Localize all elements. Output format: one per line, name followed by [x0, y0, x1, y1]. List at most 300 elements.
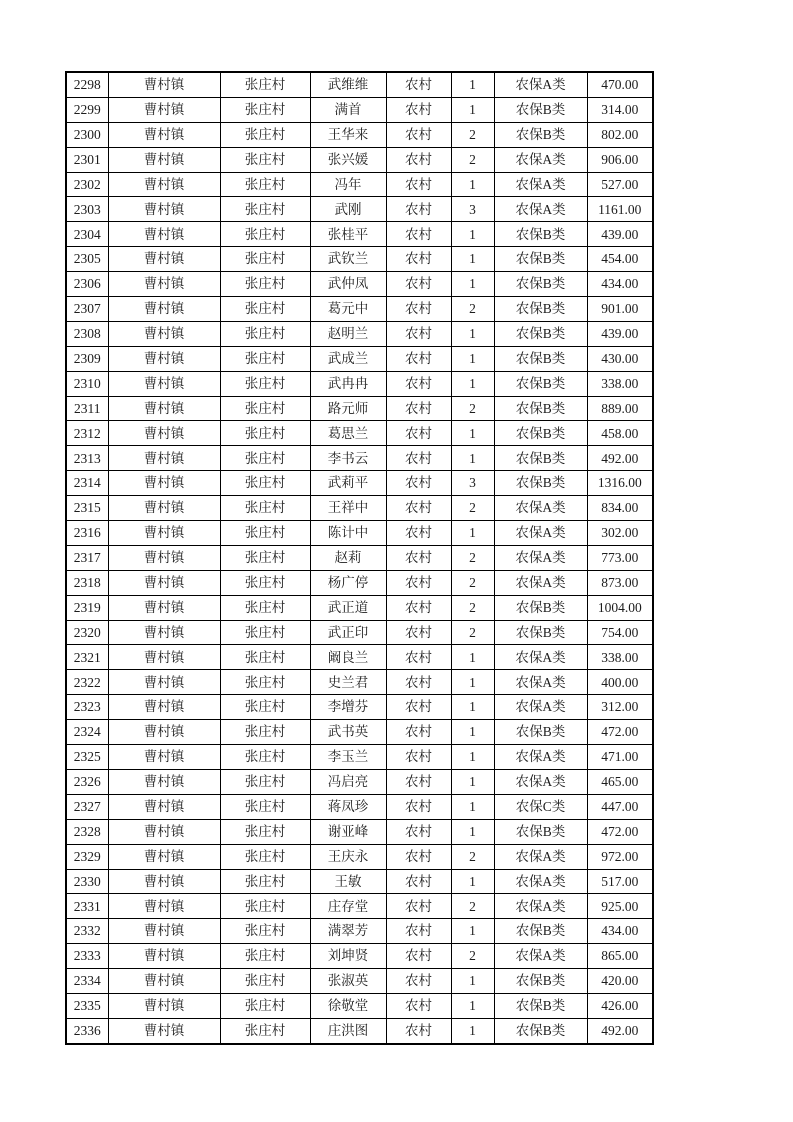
cell-insurance-category: 农保B类: [494, 371, 587, 396]
cell-insurance-category: 农保A类: [494, 869, 587, 894]
cell-person-count: 2: [451, 894, 494, 919]
cell-person-name: 葛元中: [310, 297, 386, 322]
table-row: [66, 695, 653, 720]
cell-amount: 338.00: [587, 371, 653, 396]
cell-person-count: 1: [451, 321, 494, 346]
cell-person-name: 路元师: [310, 396, 386, 421]
cell-town: 曹村镇: [108, 919, 220, 944]
cell-insurance-category: 农保B类: [494, 122, 587, 147]
cell-person-count: 1: [451, 745, 494, 770]
cell-amount: 1316.00: [587, 471, 653, 496]
cell-village: 张庄村: [220, 745, 310, 770]
cell-town: 曹村镇: [108, 894, 220, 919]
table-row: [66, 446, 653, 471]
cell-person-name: 满翠芳: [310, 919, 386, 944]
cell-amount: 865.00: [587, 944, 653, 969]
cell-village: 张庄村: [220, 545, 310, 570]
table-row: [66, 720, 653, 745]
cell-residence-type: 农村: [386, 869, 451, 894]
cell-town: 曹村镇: [108, 421, 220, 446]
cell-residence-type: 农村: [386, 222, 451, 247]
cell-village: 张庄村: [220, 446, 310, 471]
cell-person-count: 2: [451, 297, 494, 322]
cell-town: 曹村镇: [108, 645, 220, 670]
cell-residence-type: 农村: [386, 745, 451, 770]
cell-person-count: 1: [451, 695, 494, 720]
cell-person-name: 李增芬: [310, 695, 386, 720]
cell-amount: 447.00: [587, 794, 653, 819]
cell-residence-type: 农村: [386, 993, 451, 1018]
cell-serial-number: 2322: [66, 670, 108, 695]
cell-insurance-category: 农保B类: [494, 993, 587, 1018]
cell-person-name: 武冉冉: [310, 371, 386, 396]
cell-insurance-category: 农保C类: [494, 794, 587, 819]
table-row: [66, 346, 653, 371]
cell-village: 张庄村: [220, 421, 310, 446]
cell-serial-number: 2317: [66, 545, 108, 570]
cell-village: 张庄村: [220, 496, 310, 521]
cell-residence-type: 农村: [386, 396, 451, 421]
table-row: [66, 819, 653, 844]
cell-serial-number: 2301: [66, 147, 108, 172]
cell-village: 张庄村: [220, 396, 310, 421]
cell-town: 曹村镇: [108, 620, 220, 645]
cell-person-count: 1: [451, 720, 494, 745]
table-row: [66, 595, 653, 620]
cell-village: 张庄村: [220, 321, 310, 346]
cell-town: 曹村镇: [108, 570, 220, 595]
cell-town: 曹村镇: [108, 844, 220, 869]
cell-town: 曹村镇: [108, 545, 220, 570]
cell-person-count: 2: [451, 147, 494, 172]
cell-village: 张庄村: [220, 471, 310, 496]
cell-insurance-category: 农保B类: [494, 346, 587, 371]
cell-village: 张庄村: [220, 297, 310, 322]
cell-town: 曹村镇: [108, 147, 220, 172]
cell-residence-type: 农村: [386, 944, 451, 969]
cell-amount: 925.00: [587, 894, 653, 919]
cell-insurance-category: 农保B类: [494, 595, 587, 620]
cell-person-count: 1: [451, 645, 494, 670]
cell-person-count: 1: [451, 222, 494, 247]
cell-residence-type: 农村: [386, 371, 451, 396]
cell-serial-number: 2314: [66, 471, 108, 496]
table-row: [66, 371, 653, 396]
table-row: [66, 993, 653, 1018]
cell-person-count: 1: [451, 1018, 494, 1043]
cell-residence-type: 农村: [386, 297, 451, 322]
cell-town: 曹村镇: [108, 396, 220, 421]
cell-insurance-category: 农保B类: [494, 272, 587, 297]
cell-village: 张庄村: [220, 272, 310, 297]
cell-insurance-category: 农保A类: [494, 172, 587, 197]
cell-person-name: 庄洪图: [310, 1018, 386, 1043]
cell-person-count: 1: [451, 819, 494, 844]
cell-town: 曹村镇: [108, 197, 220, 222]
cell-serial-number: 2315: [66, 496, 108, 521]
cell-serial-number: 2324: [66, 720, 108, 745]
cell-amount: 873.00: [587, 570, 653, 595]
cell-person-count: 1: [451, 521, 494, 546]
cell-amount: 454.00: [587, 247, 653, 272]
cell-insurance-category: 农保A类: [494, 695, 587, 720]
cell-insurance-category: 农保A类: [494, 894, 587, 919]
cell-residence-type: 农村: [386, 620, 451, 645]
cell-person-count: 1: [451, 794, 494, 819]
cell-insurance-category: 农保A类: [494, 670, 587, 695]
cell-amount: 527.00: [587, 172, 653, 197]
table-row: [66, 471, 653, 496]
cell-residence-type: 农村: [386, 720, 451, 745]
cell-town: 曹村镇: [108, 222, 220, 247]
cell-amount: 314.00: [587, 97, 653, 122]
table-row: [66, 869, 653, 894]
cell-town: 曹村镇: [108, 346, 220, 371]
cell-person-count: 2: [451, 496, 494, 521]
cell-person-count: 1: [451, 97, 494, 122]
cell-person-name: 武莉平: [310, 471, 386, 496]
cell-insurance-category: 农保A类: [494, 844, 587, 869]
cell-person-count: 2: [451, 122, 494, 147]
cell-town: 曹村镇: [108, 993, 220, 1018]
cell-serial-number: 2328: [66, 819, 108, 844]
table-row: [66, 122, 653, 147]
cell-person-count: 1: [451, 993, 494, 1018]
cell-person-name: 王庆永: [310, 844, 386, 869]
cell-person-count: 2: [451, 396, 494, 421]
cell-village: 张庄村: [220, 695, 310, 720]
cell-person-count: 1: [451, 869, 494, 894]
cell-residence-type: 农村: [386, 645, 451, 670]
cell-amount: 338.00: [587, 645, 653, 670]
cell-insurance-category: 农保A类: [494, 545, 587, 570]
cell-village: 张庄村: [220, 720, 310, 745]
cell-person-name: 庄存堂: [310, 894, 386, 919]
cell-town: 曹村镇: [108, 1018, 220, 1043]
cell-village: 张庄村: [220, 197, 310, 222]
cell-town: 曹村镇: [108, 819, 220, 844]
cell-insurance-category: 农保B类: [494, 97, 587, 122]
cell-town: 曹村镇: [108, 97, 220, 122]
cell-serial-number: 2327: [66, 794, 108, 819]
table-row: [66, 794, 653, 819]
cell-amount: 302.00: [587, 521, 653, 546]
table-row: [66, 894, 653, 919]
table-row: [66, 545, 653, 570]
cell-serial-number: 2300: [66, 122, 108, 147]
cell-amount: 834.00: [587, 496, 653, 521]
cell-person-name: 武钦兰: [310, 247, 386, 272]
cell-amount: 434.00: [587, 919, 653, 944]
cell-village: 张庄村: [220, 944, 310, 969]
cell-serial-number: 2298: [66, 72, 108, 97]
cell-insurance-category: 农保A类: [494, 570, 587, 595]
cell-residence-type: 农村: [386, 346, 451, 371]
cell-village: 张庄村: [220, 371, 310, 396]
cell-town: 曹村镇: [108, 769, 220, 794]
cell-insurance-category: 农保B类: [494, 1018, 587, 1043]
cell-village: 张庄村: [220, 1018, 310, 1043]
table-row: [66, 670, 653, 695]
cell-serial-number: 2311: [66, 396, 108, 421]
cell-insurance-category: 农保B类: [494, 247, 587, 272]
cell-town: 曹村镇: [108, 869, 220, 894]
cell-village: 张庄村: [220, 969, 310, 994]
cell-residence-type: 农村: [386, 172, 451, 197]
cell-insurance-category: 农保A类: [494, 197, 587, 222]
cell-village: 张庄村: [220, 769, 310, 794]
cell-residence-type: 农村: [386, 97, 451, 122]
cell-town: 曹村镇: [108, 371, 220, 396]
cell-village: 张庄村: [220, 869, 310, 894]
cell-residence-type: 农村: [386, 670, 451, 695]
cell-village: 张庄村: [220, 894, 310, 919]
cell-village: 张庄村: [220, 97, 310, 122]
cell-serial-number: 2323: [66, 695, 108, 720]
cell-village: 张庄村: [220, 919, 310, 944]
cell-town: 曹村镇: [108, 944, 220, 969]
table-row: [66, 197, 653, 222]
cell-amount: 430.00: [587, 346, 653, 371]
cell-residence-type: 农村: [386, 1018, 451, 1043]
table-row: [66, 147, 653, 172]
cell-village: 张庄村: [220, 72, 310, 97]
cell-insurance-category: 农保A类: [494, 944, 587, 969]
table-row: [66, 272, 653, 297]
cell-amount: 426.00: [587, 993, 653, 1018]
cell-insurance-category: 农保B类: [494, 919, 587, 944]
cell-amount: 458.00: [587, 421, 653, 446]
cell-amount: 400.00: [587, 670, 653, 695]
cell-residence-type: 农村: [386, 122, 451, 147]
cell-village: 张庄村: [220, 794, 310, 819]
cell-serial-number: 2321: [66, 645, 108, 670]
cell-person-count: 1: [451, 670, 494, 695]
cell-residence-type: 农村: [386, 919, 451, 944]
table-row: [66, 1018, 653, 1043]
table-row: [66, 222, 653, 247]
insurance-roster-table: [65, 71, 654, 1045]
cell-person-count: 1: [451, 371, 494, 396]
cell-insurance-category: 农保A类: [494, 147, 587, 172]
table-row: [66, 321, 653, 346]
cell-person-name: 葛思兰: [310, 421, 386, 446]
cell-amount: 472.00: [587, 720, 653, 745]
cell-serial-number: 2299: [66, 97, 108, 122]
cell-person-count: 1: [451, 247, 494, 272]
cell-town: 曹村镇: [108, 496, 220, 521]
cell-serial-number: 2305: [66, 247, 108, 272]
cell-insurance-category: 农保B类: [494, 396, 587, 421]
cell-person-name: 冯启亮: [310, 769, 386, 794]
cell-serial-number: 2320: [66, 620, 108, 645]
cell-serial-number: 2308: [66, 321, 108, 346]
cell-village: 张庄村: [220, 595, 310, 620]
cell-person-name: 陈计中: [310, 521, 386, 546]
table-row: [66, 570, 653, 595]
cell-serial-number: 2302: [66, 172, 108, 197]
cell-person-name: 赵莉: [310, 545, 386, 570]
cell-serial-number: 2316: [66, 521, 108, 546]
cell-amount: 472.00: [587, 819, 653, 844]
cell-amount: 471.00: [587, 745, 653, 770]
cell-amount: 439.00: [587, 222, 653, 247]
cell-village: 张庄村: [220, 570, 310, 595]
cell-person-count: 2: [451, 595, 494, 620]
cell-town: 曹村镇: [108, 72, 220, 97]
cell-amount: 901.00: [587, 297, 653, 322]
cell-insurance-category: 农保A类: [494, 769, 587, 794]
cell-town: 曹村镇: [108, 471, 220, 496]
cell-serial-number: 2334: [66, 969, 108, 994]
cell-residence-type: 农村: [386, 695, 451, 720]
cell-residence-type: 农村: [386, 894, 451, 919]
cell-serial-number: 2335: [66, 993, 108, 1018]
cell-insurance-category: 农保A类: [494, 745, 587, 770]
cell-person-name: 谢亚峰: [310, 819, 386, 844]
cell-person-count: 3: [451, 197, 494, 222]
cell-person-name: 赵明兰: [310, 321, 386, 346]
cell-person-name: 张淑英: [310, 969, 386, 994]
cell-insurance-category: 农保B类: [494, 222, 587, 247]
cell-town: 曹村镇: [108, 272, 220, 297]
cell-person-name: 武成兰: [310, 346, 386, 371]
cell-village: 张庄村: [220, 620, 310, 645]
cell-serial-number: 2309: [66, 346, 108, 371]
cell-village: 张庄村: [220, 645, 310, 670]
cell-serial-number: 2332: [66, 919, 108, 944]
cell-person-name: 李玉兰: [310, 745, 386, 770]
cell-serial-number: 2304: [66, 222, 108, 247]
cell-person-count: 2: [451, 844, 494, 869]
cell-amount: 972.00: [587, 844, 653, 869]
cell-serial-number: 2329: [66, 844, 108, 869]
cell-amount: 1004.00: [587, 595, 653, 620]
cell-serial-number: 2325: [66, 745, 108, 770]
cell-person-name: 阚良兰: [310, 645, 386, 670]
cell-person-name: 武刚: [310, 197, 386, 222]
cell-residence-type: 农村: [386, 769, 451, 794]
cell-person-count: 1: [451, 919, 494, 944]
cell-serial-number: 2326: [66, 769, 108, 794]
cell-person-count: 1: [451, 421, 494, 446]
cell-person-count: 1: [451, 769, 494, 794]
cell-person-name: 武正道: [310, 595, 386, 620]
cell-town: 曹村镇: [108, 446, 220, 471]
cell-serial-number: 2333: [66, 944, 108, 969]
cell-serial-number: 2318: [66, 570, 108, 595]
table-row: [66, 421, 653, 446]
cell-person-name: 武仲凤: [310, 272, 386, 297]
cell-person-count: 1: [451, 172, 494, 197]
cell-town: 曹村镇: [108, 521, 220, 546]
table-row: [66, 969, 653, 994]
cell-person-name: 武维维: [310, 72, 386, 97]
cell-person-name: 李书云: [310, 446, 386, 471]
cell-town: 曹村镇: [108, 297, 220, 322]
cell-insurance-category: 农保B类: [494, 819, 587, 844]
cell-amount: 1161.00: [587, 197, 653, 222]
cell-serial-number: 2310: [66, 371, 108, 396]
cell-amount: 906.00: [587, 147, 653, 172]
cell-person-count: 1: [451, 446, 494, 471]
cell-residence-type: 农村: [386, 421, 451, 446]
cell-person-name: 刘坤贤: [310, 944, 386, 969]
table-row: [66, 620, 653, 645]
cell-person-name: 蒋凤珍: [310, 794, 386, 819]
cell-amount: 465.00: [587, 769, 653, 794]
cell-town: 曹村镇: [108, 595, 220, 620]
cell-village: 张庄村: [220, 521, 310, 546]
cell-insurance-category: 农保B类: [494, 471, 587, 496]
cell-village: 张庄村: [220, 247, 310, 272]
cell-residence-type: 农村: [386, 72, 451, 97]
cell-village: 张庄村: [220, 222, 310, 247]
cell-insurance-category: 农保A类: [494, 496, 587, 521]
cell-residence-type: 农村: [386, 521, 451, 546]
cell-town: 曹村镇: [108, 695, 220, 720]
cell-residence-type: 农村: [386, 197, 451, 222]
cell-town: 曹村镇: [108, 670, 220, 695]
cell-residence-type: 农村: [386, 471, 451, 496]
cell-town: 曹村镇: [108, 720, 220, 745]
cell-insurance-category: 农保B类: [494, 620, 587, 645]
cell-residence-type: 农村: [386, 794, 451, 819]
cell-town: 曹村镇: [108, 794, 220, 819]
cell-residence-type: 农村: [386, 969, 451, 994]
table-row: [66, 919, 653, 944]
cell-insurance-category: 农保A类: [494, 645, 587, 670]
cell-person-count: 1: [451, 272, 494, 297]
cell-person-count: 2: [451, 620, 494, 645]
cell-village: 张庄村: [220, 670, 310, 695]
table-row: [66, 97, 653, 122]
cell-village: 张庄村: [220, 346, 310, 371]
cell-serial-number: 2313: [66, 446, 108, 471]
cell-person-name: 王祥中: [310, 496, 386, 521]
cell-serial-number: 2331: [66, 894, 108, 919]
cell-amount: 802.00: [587, 122, 653, 147]
cell-person-name: 武正印: [310, 620, 386, 645]
cell-person-name: 史兰君: [310, 670, 386, 695]
cell-person-name: 张兴媛: [310, 147, 386, 172]
table-row: [66, 769, 653, 794]
cell-village: 张庄村: [220, 844, 310, 869]
table-row: [66, 297, 653, 322]
cell-amount: 470.00: [587, 72, 653, 97]
cell-amount: 773.00: [587, 545, 653, 570]
cell-person-name: 徐敬堂: [310, 993, 386, 1018]
cell-person-name: 张桂平: [310, 222, 386, 247]
roster-table-body: [66, 72, 653, 1044]
table-row: [66, 72, 653, 97]
cell-amount: 754.00: [587, 620, 653, 645]
cell-amount: 420.00: [587, 969, 653, 994]
cell-person-name: 满首: [310, 97, 386, 122]
cell-serial-number: 2312: [66, 421, 108, 446]
cell-residence-type: 农村: [386, 446, 451, 471]
cell-town: 曹村镇: [108, 321, 220, 346]
cell-town: 曹村镇: [108, 122, 220, 147]
table-row: [66, 745, 653, 770]
cell-person-count: 1: [451, 969, 494, 994]
cell-insurance-category: 农保B类: [494, 969, 587, 994]
cell-serial-number: 2306: [66, 272, 108, 297]
cell-amount: 889.00: [587, 396, 653, 421]
table-row: [66, 521, 653, 546]
cell-amount: 492.00: [587, 1018, 653, 1043]
cell-insurance-category: 农保B类: [494, 720, 587, 745]
